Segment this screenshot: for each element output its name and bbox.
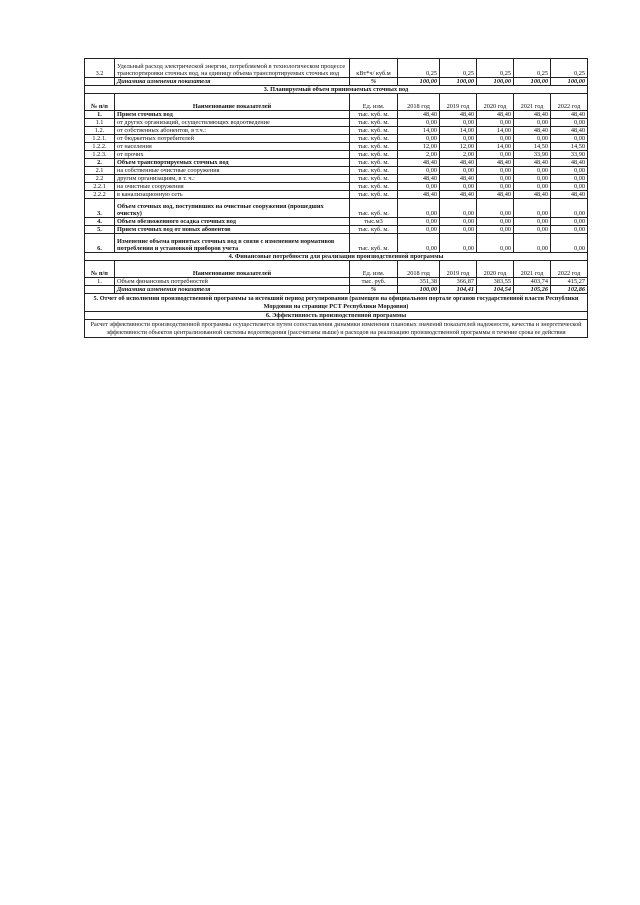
row-unit: тыс. куб. м. <box>350 226 398 234</box>
table-row <box>85 143 588 151</box>
table-header <box>85 94 588 111</box>
row-value: 12,00 <box>440 143 477 151</box>
row-name: Динамика изменения показателя <box>115 286 350 294</box>
section-5-title <box>85 294 588 312</box>
section-5-title-cell: 5. Отчет об исполнении производственной программы за истекший период регулирования (размещен на официальном портале органов государственной власти Республики Мордовия на странице РСТ Республики Мордовия) <box>85 294 588 312</box>
row-value: 0,00 <box>551 175 588 183</box>
row-value: 48,40 <box>440 111 477 119</box>
row-unit: тыс. куб. м. <box>350 234 398 253</box>
row-name: Объем сточных вод, поступивших на очистные сооружения (прошедших очистку) <box>115 199 350 218</box>
row-value: 48,40 <box>551 127 588 135</box>
table-row <box>85 151 588 159</box>
row-value: 0,00 <box>514 226 551 234</box>
table-row <box>85 218 588 226</box>
table-row <box>85 183 588 191</box>
row-value: 48,40 <box>398 175 440 183</box>
row-name: в канализационную сеть <box>115 191 350 199</box>
row-value: 48,40 <box>514 127 551 135</box>
section-4-title <box>85 253 588 261</box>
row-value: 14,00 <box>477 127 514 135</box>
program-table <box>84 58 588 338</box>
row-name: от собственных абонентов, в т.ч.: <box>115 127 350 135</box>
section-6-text <box>85 320 588 338</box>
row-unit: тыс. куб. м. <box>350 167 398 175</box>
header-year: 2020 год <box>477 94 514 111</box>
row-number <box>85 286 115 294</box>
row-value: 48,40 <box>514 111 551 119</box>
row-name: на очистные сооружения <box>115 183 350 191</box>
header-year: 2022 год <box>551 94 588 111</box>
row-name: от бюджетных потребителей <box>115 135 350 143</box>
row-value: 0,00 <box>398 199 440 218</box>
row-name: Объем финансовых потребностей <box>115 278 350 286</box>
row-value: 48,40 <box>551 159 588 167</box>
row-unit: тыс. куб. м. <box>350 135 398 143</box>
header-number: № п/п <box>85 261 115 278</box>
row-value: 0,00 <box>398 218 440 226</box>
row-unit: кВт*ч/ куб.м <box>350 59 398 78</box>
row-value: 383,55 <box>477 278 514 286</box>
row-value: 14,00 <box>398 127 440 135</box>
table-row <box>85 191 588 199</box>
row-unit: тыс. куб. м. <box>350 143 398 151</box>
table-row <box>85 234 588 253</box>
document-sheet <box>84 58 587 338</box>
row-unit: тыс. куб. м. <box>350 119 398 127</box>
row-unit: тыс. руб. <box>350 278 398 286</box>
row-value: 0,00 <box>398 234 440 253</box>
table-row <box>85 127 588 135</box>
header-name: Наименование показателей <box>115 261 350 278</box>
row-value: 0,00 <box>551 234 588 253</box>
row-value: 100,00 <box>440 78 477 86</box>
row-value: 100,00 <box>398 286 440 294</box>
section-3-title-cell: 3. Планируемый объем принимаемых сточных вод <box>85 86 588 94</box>
header-unit: Ед. изм. <box>350 261 398 278</box>
row-value: 2,00 <box>398 151 440 159</box>
row-name: на собственные очистные сооружения <box>115 167 350 175</box>
row-value: 0,00 <box>477 167 514 175</box>
row-value: 0,00 <box>440 167 477 175</box>
row-value: 100,00 <box>398 78 440 86</box>
section-6-title <box>85 312 588 320</box>
row-value: 0,00 <box>440 226 477 234</box>
row-value: 48,40 <box>440 159 477 167</box>
row-value: 0,00 <box>514 135 551 143</box>
row-value: 0,00 <box>514 218 551 226</box>
row-number: 2.1 <box>85 167 115 175</box>
table-row <box>85 226 588 234</box>
table-header <box>85 261 588 278</box>
row-value: 14,50 <box>514 143 551 151</box>
row-value: 0,00 <box>440 199 477 218</box>
row-value: 0,00 <box>477 199 514 218</box>
table-row <box>85 159 588 167</box>
row-value: 0,25 <box>514 59 551 78</box>
row-value: 0,00 <box>440 119 477 127</box>
row-value: 0,00 <box>514 167 551 175</box>
table-row <box>85 135 588 143</box>
row-number: 1. <box>85 278 115 286</box>
table-row <box>85 111 588 119</box>
row-value: 48,40 <box>477 191 514 199</box>
section-6-text-cell: Расчет эффективности производственной программы осуществляется путем сопоставления динамики изменения плановых значений показателей надежности, качества и энергетической эффективности объектов централизованной системы водоотведения (рассчитаны выше) и расходов на реализацию производственной программы в течение срока ее действия <box>85 320 588 338</box>
row-unit: тыс. куб. м. <box>350 175 398 183</box>
row-number: 1.2.2. <box>85 143 115 151</box>
row-name: Удельный расход электрической энергии, потребляемой в технологическом процессе транспортировки сточных вод, на единицу объема транспортируемых сточных вод <box>115 59 350 78</box>
row-number: 2.2.1 <box>85 183 115 191</box>
row-value: 0,00 <box>440 135 477 143</box>
table-row <box>85 167 588 175</box>
row-value: 48,40 <box>440 175 477 183</box>
row-number: 2.2.2 <box>85 191 115 199</box>
row-name: Объем обезвоженного осадка сточных вод <box>115 218 350 226</box>
row-name: Прием сточных вод <box>115 111 350 119</box>
row-value: 0,25 <box>551 59 588 78</box>
row-number: 1.2. <box>85 127 115 135</box>
row-number: 1.1 <box>85 119 115 127</box>
row-value: 0,00 <box>514 175 551 183</box>
row-number: 1. <box>85 111 115 119</box>
table-row <box>85 175 588 183</box>
row-number: 3. <box>85 199 115 218</box>
row-number: 4. <box>85 218 115 226</box>
row-value: 0,00 <box>551 167 588 175</box>
row-value: 0,00 <box>551 183 588 191</box>
row-unit: тыс. куб. м. <box>350 183 398 191</box>
row-value: 48,40 <box>551 111 588 119</box>
row-value: 0,00 <box>398 226 440 234</box>
header-year: 2021 год <box>514 94 551 111</box>
row-value: 48,40 <box>477 159 514 167</box>
row-value: 0,00 <box>440 218 477 226</box>
table-row <box>85 119 588 127</box>
row-number <box>85 78 115 86</box>
row-value: 0,00 <box>514 119 551 127</box>
row-number: 2.2 <box>85 175 115 183</box>
row-value: 0,00 <box>477 234 514 253</box>
header-year: 2019 год <box>440 261 477 278</box>
table-row <box>85 286 588 294</box>
row-name: от других организаций, осуществляющих водоотведение <box>115 119 350 127</box>
row-value: 415,27 <box>551 278 588 286</box>
header-year: 2021 год <box>514 261 551 278</box>
row-unit: тыс. куб. м. <box>350 151 398 159</box>
row-value: 0,00 <box>477 151 514 159</box>
row-unit: тыс. куб. м. <box>350 191 398 199</box>
row-value: 2,00 <box>440 151 477 159</box>
header-number: № п/п <box>85 94 115 111</box>
row-value: 0,00 <box>551 199 588 218</box>
row-unit: тыс. куб. м. <box>350 159 398 167</box>
row-value: 0,00 <box>440 234 477 253</box>
row-value: 100,00 <box>514 78 551 86</box>
row-number: 5. <box>85 226 115 234</box>
row-value: 48,40 <box>398 191 440 199</box>
row-name: Прием сточных вод от новых абонентов <box>115 226 350 234</box>
row-value: 14,50 <box>551 143 588 151</box>
table-row <box>85 278 588 286</box>
row-value: 33,90 <box>514 151 551 159</box>
row-value: 0,00 <box>477 135 514 143</box>
row-name: Динамика изменения показателя <box>115 78 350 86</box>
row-value: 102,86 <box>551 286 588 294</box>
row-unit: тыс.м3 <box>350 218 398 226</box>
row-unit: % <box>350 286 398 294</box>
row-value: 14,00 <box>477 143 514 151</box>
row-number: 1.2.3. <box>85 151 115 159</box>
row-value: 0,00 <box>477 119 514 127</box>
row-value: 0,00 <box>398 135 440 143</box>
row-value: 33,90 <box>551 151 588 159</box>
section-4-title-cell: 4. Финансовые потребности для реализации производственной программы <box>85 253 588 261</box>
row-value: 105,26 <box>514 286 551 294</box>
row-value: 104,54 <box>477 286 514 294</box>
header-unit: Ед. изм. <box>350 94 398 111</box>
row-value: 0,00 <box>514 183 551 191</box>
row-value: 100,00 <box>477 78 514 86</box>
row-value: 0,25 <box>477 59 514 78</box>
row-value: 366,87 <box>440 278 477 286</box>
row-number: 1.2.1. <box>85 135 115 143</box>
header-year: 2018 год <box>398 261 440 278</box>
row-value: 0,00 <box>477 218 514 226</box>
row-value: 48,40 <box>440 191 477 199</box>
row-value: 0,00 <box>514 199 551 218</box>
row-value: 0,00 <box>398 119 440 127</box>
row-unit: тыс. куб. м. <box>350 127 398 135</box>
row-value: 48,40 <box>477 111 514 119</box>
row-value: 0,00 <box>477 183 514 191</box>
header-year: 2020 год <box>477 261 514 278</box>
row-name: от прочих <box>115 151 350 159</box>
header-year: 2018 год <box>398 94 440 111</box>
header-name: Наименование показателей <box>115 94 350 111</box>
row-number: 3.2 <box>85 59 115 78</box>
row-name: Объем транспортируемых сточных вод <box>115 159 350 167</box>
row-value: 0,25 <box>440 59 477 78</box>
row-value: 403,74 <box>514 278 551 286</box>
section-3-title <box>85 86 588 94</box>
table-body <box>85 59 588 338</box>
row-value: 0,00 <box>551 135 588 143</box>
row-value: 351,38 <box>398 278 440 286</box>
row-value: 0,00 <box>398 167 440 175</box>
row-value: 0,00 <box>551 119 588 127</box>
row-value: 48,40 <box>398 111 440 119</box>
header-year: 2019 год <box>440 94 477 111</box>
row-number: 2. <box>85 159 115 167</box>
row-value: 48,40 <box>514 191 551 199</box>
row-value: 48,40 <box>551 191 588 199</box>
row-unit: % <box>350 78 398 86</box>
row-value: 0,00 <box>440 183 477 191</box>
row-name: Изменение объема принятых сточных вод в связи с изменением нормативов потребления и установкой приборов учета <box>115 234 350 253</box>
row-value: 14,00 <box>440 127 477 135</box>
header-year: 2022 год <box>551 261 588 278</box>
row-value: 12,00 <box>398 143 440 151</box>
row-name: другим организациям, в т. ч.: <box>115 175 350 183</box>
row-value: 48,40 <box>514 159 551 167</box>
row-value: 48,40 <box>398 159 440 167</box>
row-value: 0,00 <box>514 234 551 253</box>
row-value: 100,00 <box>551 78 588 86</box>
row-value: 0,25 <box>398 59 440 78</box>
row-value: 0,00 <box>477 175 514 183</box>
table-row <box>85 78 588 86</box>
row-value: 104,41 <box>440 286 477 294</box>
row-value: 0,00 <box>551 218 588 226</box>
row-unit: тыс. куб. м. <box>350 111 398 119</box>
section-6-title-cell: 6. Эффективность производственной программы <box>85 312 588 320</box>
table-row <box>85 59 588 78</box>
table-row <box>85 199 588 218</box>
row-name: от населения <box>115 143 350 151</box>
row-value: 0,00 <box>551 226 588 234</box>
row-value: 0,00 <box>398 183 440 191</box>
row-value: 0,00 <box>477 226 514 234</box>
row-unit: тыс. куб. м. <box>350 199 398 218</box>
row-number: 6. <box>85 234 115 253</box>
